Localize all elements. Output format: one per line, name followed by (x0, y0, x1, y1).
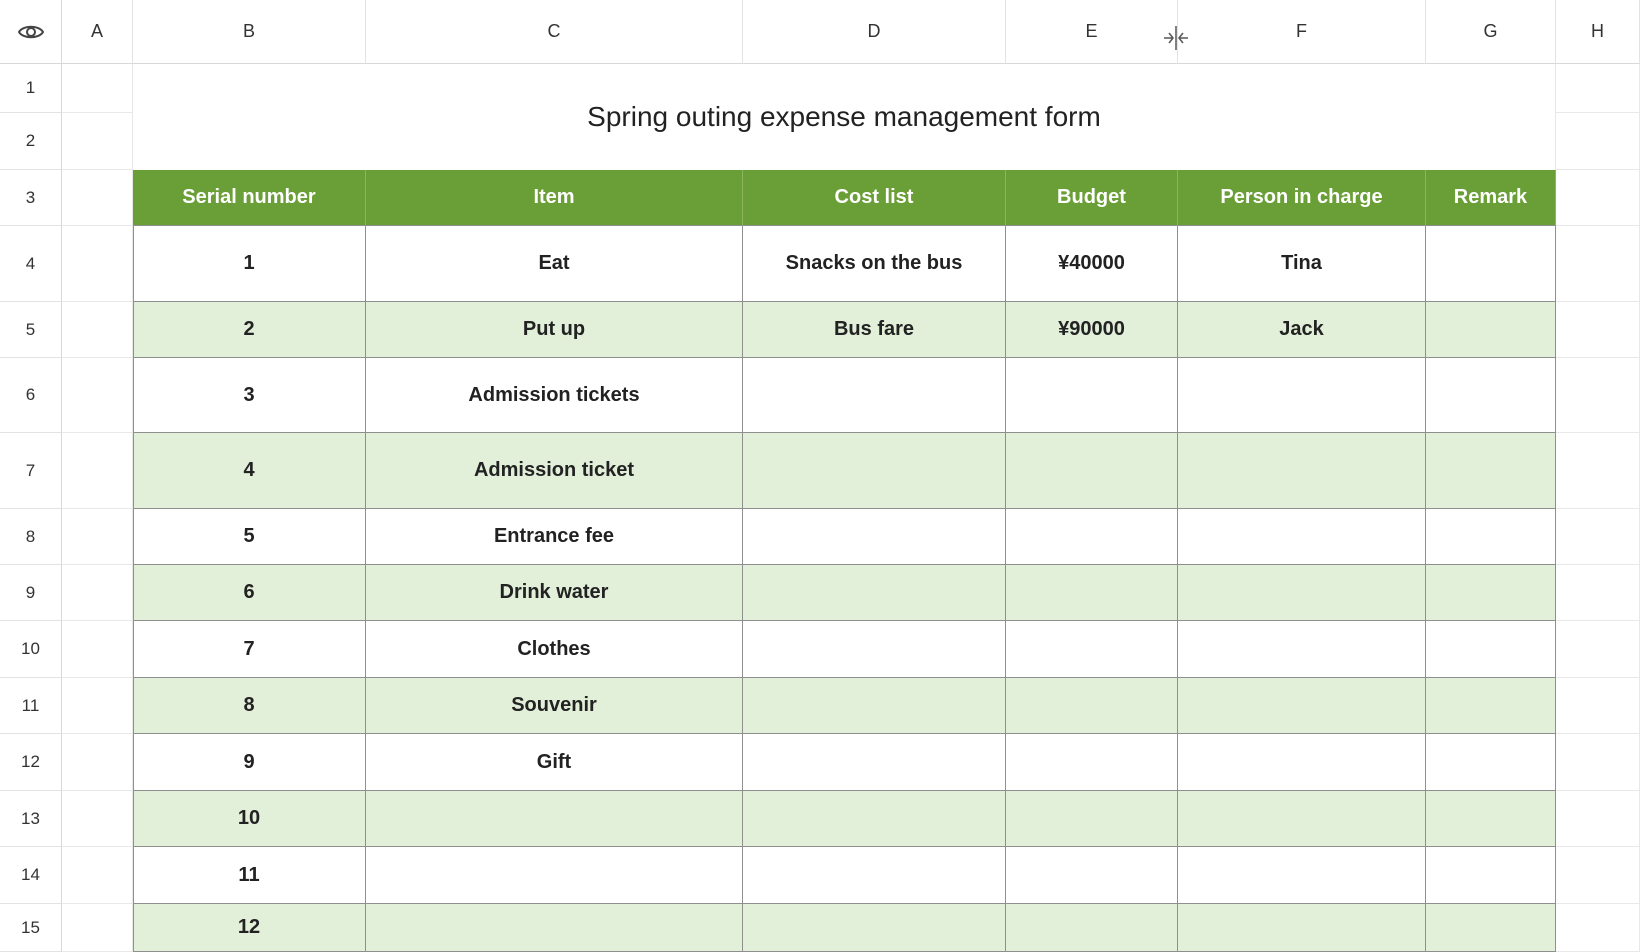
column-header-a[interactable]: A (62, 0, 133, 64)
grid-cell[interactable] (62, 358, 133, 433)
table-header-cell[interactable]: Budget (1006, 170, 1178, 226)
table-cell[interactable] (743, 847, 1006, 904)
grid-cell[interactable] (62, 565, 133, 621)
table-cell[interactable] (743, 358, 1006, 433)
table-cell[interactable]: Bus fare (743, 302, 1006, 358)
column-header-h[interactable]: H (1556, 0, 1640, 64)
grid-cell[interactable] (1556, 113, 1640, 170)
table-cell[interactable] (1006, 734, 1178, 791)
grid-cell[interactable] (62, 64, 133, 113)
row-header-12[interactable]: 12 (0, 734, 62, 791)
table-cell[interactable] (1426, 433, 1556, 509)
table-cell[interactable]: 1 (133, 226, 366, 302)
row-header-15[interactable]: 15 (0, 904, 62, 952)
table-header-cell[interactable]: Cost list (743, 170, 1006, 226)
grid-cell[interactable] (62, 302, 133, 358)
grid-cell[interactable] (62, 791, 133, 847)
table-cell[interactable]: Eat (366, 226, 743, 302)
grid-cell[interactable] (1556, 734, 1640, 791)
table-cell[interactable]: Gift (366, 734, 743, 791)
table-cell[interactable]: Admission ticket (366, 433, 743, 509)
row-header-14[interactable]: 14 (0, 847, 62, 904)
grid-cell[interactable] (1556, 678, 1640, 734)
grid-cell[interactable] (62, 433, 133, 509)
table-cell[interactable] (1006, 509, 1178, 565)
grid-cell[interactable] (62, 904, 133, 952)
grid-cell[interactable] (1556, 170, 1640, 226)
table-left-border (133, 226, 134, 952)
grid-cell[interactable] (1556, 433, 1640, 509)
table-cell[interactable] (366, 791, 743, 847)
table-cell[interactable] (743, 433, 1006, 509)
table-header-cell[interactable]: Remark (1426, 170, 1556, 226)
table-cell[interactable]: Jack (1178, 302, 1426, 358)
table-cell[interactable]: Drink water (366, 565, 743, 621)
table-cell[interactable]: 9 (133, 734, 366, 791)
table-cell[interactable] (1006, 621, 1178, 678)
table-cell[interactable] (743, 734, 1006, 791)
table-cell[interactable] (1426, 678, 1556, 734)
column-header-d[interactable]: D (743, 0, 1006, 64)
table-cell[interactable] (1178, 509, 1426, 565)
table-cell[interactable] (1426, 734, 1556, 791)
grid-cell[interactable] (62, 847, 133, 904)
table-cell[interactable] (1426, 226, 1556, 302)
table-cell[interactable]: 12 (133, 904, 366, 952)
grid-cell[interactable] (62, 509, 133, 565)
column-header-f[interactable]: F (1178, 0, 1426, 64)
row-header-2[interactable]: 2 (0, 113, 62, 170)
row-header-4[interactable]: 4 (0, 226, 62, 302)
column-header-c[interactable]: C (366, 0, 743, 64)
row-header-11[interactable]: 11 (0, 678, 62, 734)
table-cell[interactable] (1178, 734, 1426, 791)
eye-icon[interactable] (17, 23, 45, 41)
column-header-g[interactable]: G (1426, 0, 1556, 64)
table-cell[interactable] (743, 791, 1006, 847)
grid-cell[interactable] (62, 621, 133, 678)
table-cell[interactable] (1178, 904, 1426, 952)
table-cell[interactable]: Snacks on the bus (743, 226, 1006, 302)
table-cell[interactable] (1178, 621, 1426, 678)
table-cell[interactable] (1426, 791, 1556, 847)
table-cell[interactable] (1426, 565, 1556, 621)
grid-cell[interactable] (62, 170, 133, 226)
table-cell[interactable] (1426, 904, 1556, 952)
row-header-1[interactable]: 1 (0, 64, 62, 113)
grid-cell[interactable] (62, 734, 133, 791)
table-cell[interactable] (1426, 509, 1556, 565)
table-cell[interactable] (366, 847, 743, 904)
row-header-10[interactable]: 10 (0, 621, 62, 678)
table-cell[interactable] (1178, 433, 1426, 509)
table-cell[interactable]: 11 (133, 847, 366, 904)
table-cell[interactable] (1006, 847, 1178, 904)
table-cell[interactable]: 8 (133, 678, 366, 734)
table-cell[interactable] (1178, 358, 1426, 433)
row-header-7[interactable]: 7 (0, 433, 62, 509)
table-header-cell[interactable]: Serial number (133, 170, 366, 226)
column-header-e[interactable]: E (1006, 0, 1178, 64)
table-cell[interactable]: Entrance fee (366, 509, 743, 565)
table-title[interactable]: Spring outing expense management form (133, 64, 1556, 170)
grid-cell[interactable] (1556, 904, 1640, 952)
table-cell[interactable] (1006, 358, 1178, 433)
grid-cell[interactable] (62, 226, 133, 302)
grid-cell[interactable] (1556, 791, 1640, 847)
table-cell[interactable] (1006, 791, 1178, 847)
column-header-b[interactable]: B (133, 0, 366, 64)
table-cell[interactable] (1006, 678, 1178, 734)
table-cell[interactable] (743, 565, 1006, 621)
grid-cell[interactable] (1556, 509, 1640, 565)
table-cell[interactable] (743, 509, 1006, 565)
table-cell[interactable]: 7 (133, 621, 366, 678)
table-cell[interactable]: 4 (133, 433, 366, 509)
grid-cell[interactable] (62, 113, 133, 170)
grid-cell[interactable] (1556, 847, 1640, 904)
table-cell[interactable] (1006, 904, 1178, 952)
row-header-6[interactable]: 6 (0, 358, 62, 433)
grid-cell[interactable] (1556, 621, 1640, 678)
grid-cell[interactable] (1556, 64, 1640, 113)
table-cell[interactable] (1426, 847, 1556, 904)
table-cell[interactable] (1178, 847, 1426, 904)
grid-cell[interactable] (1556, 226, 1640, 302)
table-cell[interactable] (1006, 433, 1178, 509)
table-cell[interactable] (743, 678, 1006, 734)
row-header-9[interactable]: 9 (0, 565, 62, 621)
column-resize-icon[interactable] (1162, 24, 1190, 52)
table-cell[interactable] (743, 621, 1006, 678)
table-cell[interactable]: ¥40000 (1006, 226, 1178, 302)
table-header-cell[interactable]: Person in charge (1178, 170, 1426, 226)
table-cell[interactable]: Clothes (366, 621, 743, 678)
table-header-cell[interactable]: Item (366, 170, 743, 226)
table-cell[interactable] (1178, 678, 1426, 734)
table-cell[interactable]: 6 (133, 565, 366, 621)
row-header-13[interactable]: 13 (0, 791, 62, 847)
table-cell[interactable]: 3 (133, 358, 366, 433)
table-cell[interactable]: Souvenir (366, 678, 743, 734)
grid-cell[interactable] (62, 678, 133, 734)
row-header-8[interactable]: 8 (0, 509, 62, 565)
select-all-corner[interactable] (0, 0, 62, 64)
table-cell[interactable] (743, 904, 1006, 952)
table-cell[interactable]: 5 (133, 509, 366, 565)
table-cell[interactable] (1006, 565, 1178, 621)
row-header-3[interactable]: 3 (0, 170, 62, 226)
grid-cell[interactable] (1556, 358, 1640, 433)
table-cell[interactable]: ¥90000 (1006, 302, 1178, 358)
grid-cell[interactable] (1556, 565, 1640, 621)
table-cell[interactable] (1426, 302, 1556, 358)
table-cell[interactable] (1178, 565, 1426, 621)
table-cell[interactable] (366, 904, 743, 952)
table-cell[interactable]: 10 (133, 791, 366, 847)
row-header-5[interactable]: 5 (0, 302, 62, 358)
table-cell[interactable] (1426, 358, 1556, 433)
table-cell[interactable]: 2 (133, 302, 366, 358)
table-cell[interactable]: Put up (366, 302, 743, 358)
table-cell[interactable] (1178, 791, 1426, 847)
grid-cell[interactable] (1556, 302, 1640, 358)
table-cell[interactable] (1426, 621, 1556, 678)
table-cell[interactable]: Tina (1178, 226, 1426, 302)
table-cell[interactable]: Admission tickets (366, 358, 743, 433)
